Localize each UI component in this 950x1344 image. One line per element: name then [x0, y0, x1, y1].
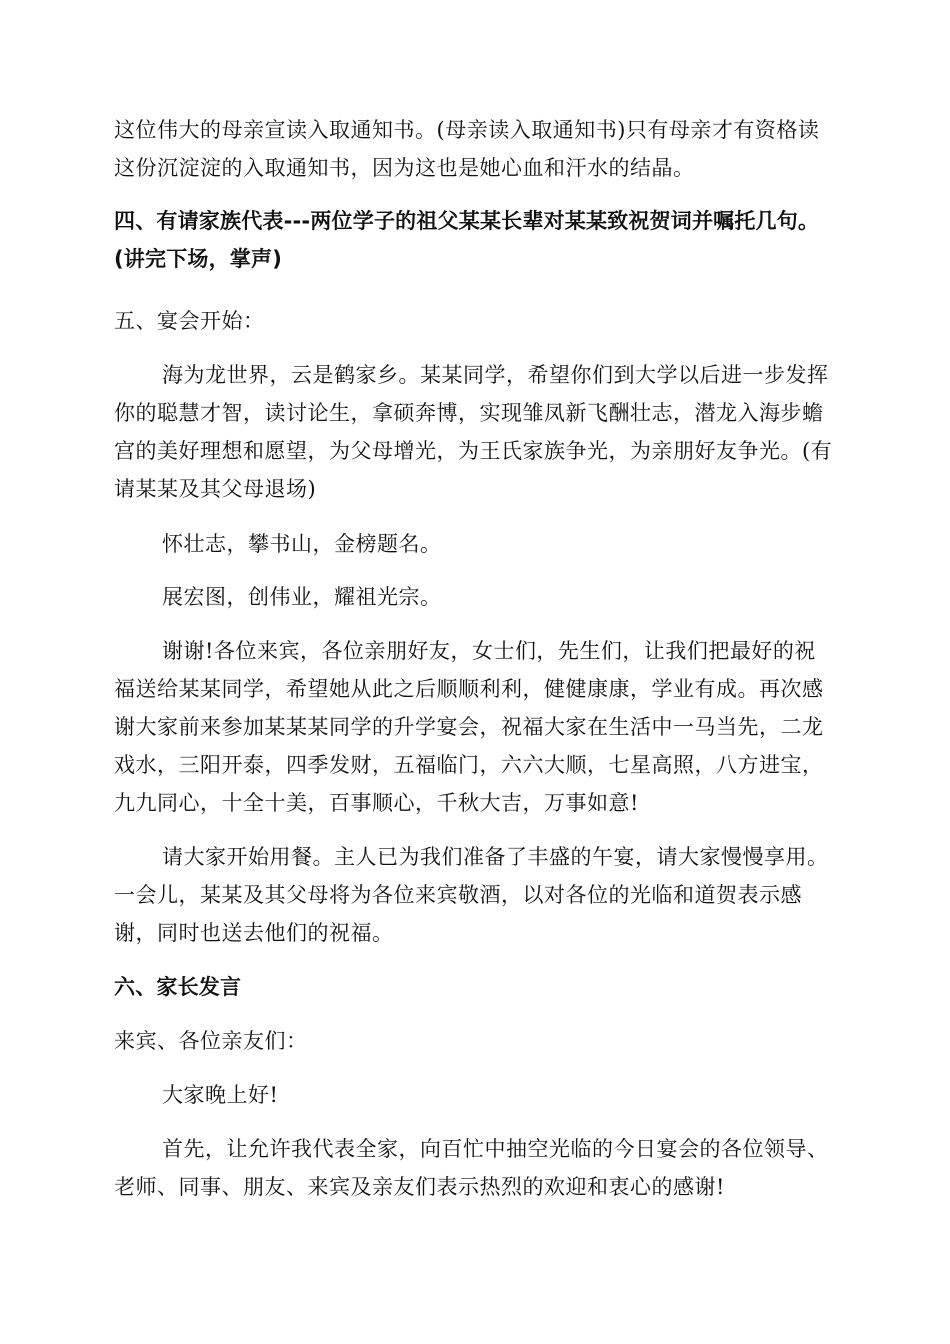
heading-section-four: 四、有请家族代表---两位学子的祖父某某长辈对某某致祝贺词并嘱托几句。(讲完下场，掌声) [114, 209, 820, 271]
paragraph-evening-greeting: 大家晚上好! [162, 1083, 279, 1107]
paragraph-thanks: 谢谢!各位来宾，各位亲朋好友，女士们，先生们，让我们把最好的祝福送给某某同学，希望她从此之后顺顺利利，健健康康，学业有成。再次感谢大家前来参加某某某同学的升学宴会，祝福大家在生活中一马当先，二龙戏水，三阳开泰，四季发财，五福临门，六六大顺，七星高照，八方进宝，九九同心，十全十美，百事顺心，千秋大吉，万事如意! [114, 639, 824, 815]
paragraph-plan: 展宏图，创伟业，耀祖光宗。 [162, 585, 442, 609]
heading-section-five: 五、宴会开始： [114, 309, 265, 333]
paragraph-first-thanks: 首先，让允许我代表全家，向百忙中抽空光临的今日宴会的各位领导、老师、同事、朋友、来宾及亲友们表示热烈的欢迎和衷心的感谢! [114, 1137, 829, 1199]
paragraph-intro: 这位伟大的母亲宣读入取通知书。(母亲读入取通知书)只有母亲才有资格读这份沉淀淀的入取通知书，因为这也是她心血和汗水的结晶。 [114, 118, 820, 180]
paragraph-guests-greeting: 来宾、各位亲友们： [114, 1029, 308, 1053]
paragraph-ocean-blessing: 海为龙世界，云是鹤家乡。某某同学，希望你们到大学以后进一步发挥你的聪慧才智，读讨论生，拿硕奔博，实现雏凤新飞酬壮志，潜龙入海步蟾宫的美好理想和愿望，为父母增光，为王氏家族争光，为亲朋好友争光。(有请某某及其父母退场) [114, 363, 833, 501]
paragraph-ambition: 怀壮志，攀书山，金榜题名。 [162, 532, 442, 556]
paragraph-dinner: 请大家开始用餐。主人已为我们准备了丰盛的午宴，请大家慢慢享用。一会儿，某某及其父母将为各位来宾敬酒，以对各位的光临和道贺表示感谢，同时也送去他们的祝福。 [114, 845, 829, 945]
heading-section-six: 六、家长发言 [114, 975, 242, 999]
